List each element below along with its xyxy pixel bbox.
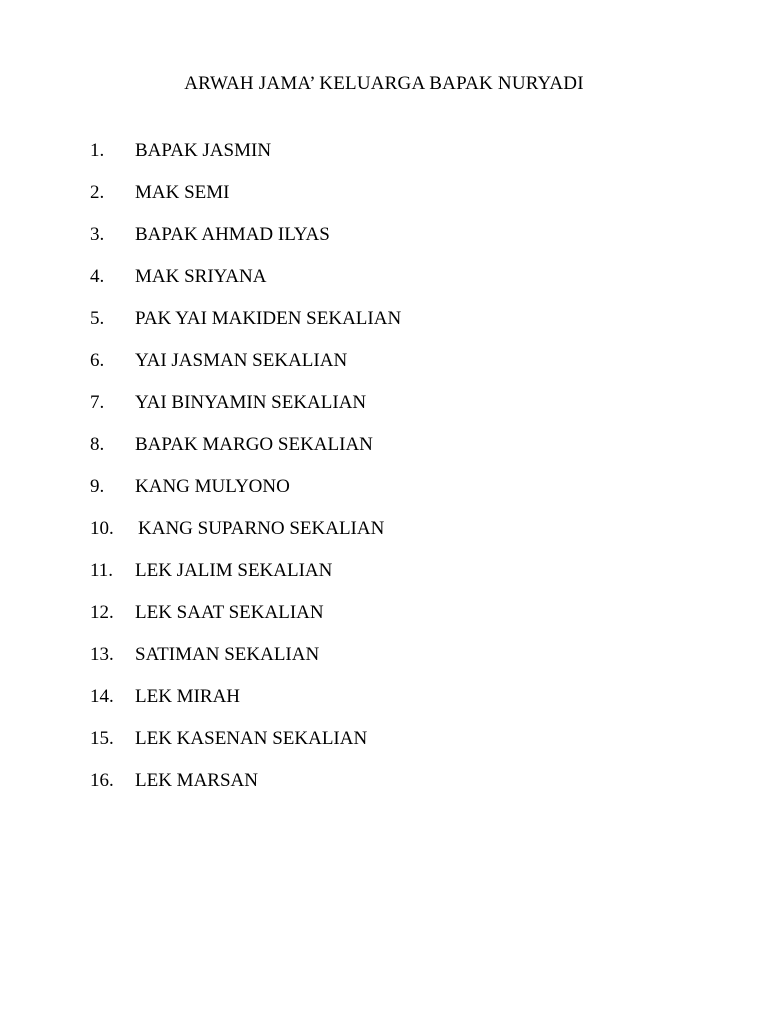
item-name: KANG SUPARNO SEKALIAN: [138, 518, 385, 539]
list-item: [90, 727, 401, 769]
item-number: 11.: [90, 560, 114, 581]
name-list: [90, 139, 401, 811]
item-number: 1.: [90, 140, 105, 161]
list-item: [90, 559, 401, 601]
item-name: PAK YAI MAKIDEN SEKALIAN: [135, 308, 402, 329]
item-number: 10.: [90, 518, 114, 539]
list-item: [90, 265, 401, 307]
item-number: 8.: [90, 434, 105, 455]
item-name: KANG MULYONO: [135, 476, 290, 497]
list-item: [90, 391, 401, 433]
list-item: [90, 433, 401, 475]
item-name: LEK MIRAH: [135, 686, 241, 707]
item-name: BAPAK MARGO SEKALIAN: [135, 434, 373, 455]
item-number: 2.: [90, 182, 105, 203]
item-name: LEK SAAT SEKALIAN: [135, 602, 324, 623]
list-item: [90, 769, 401, 811]
item-number: 13.: [90, 644, 114, 665]
list-item: [90, 517, 401, 559]
item-number: 7.: [90, 392, 105, 413]
item-name: LEK KASENAN SEKALIAN: [135, 728, 368, 749]
item-name: SATIMAN SEKALIAN: [135, 644, 320, 665]
item-number: 3.: [90, 224, 105, 245]
item-name: LEK MARSAN: [135, 770, 258, 791]
list-item: [90, 139, 401, 181]
item-name: MAK SRIYANA: [135, 266, 267, 287]
list-item: [90, 223, 401, 265]
list-item: [90, 601, 401, 643]
list-item: [90, 349, 401, 391]
list-item: [90, 307, 401, 349]
list-item: [90, 685, 401, 727]
list-item: [90, 475, 401, 517]
document-title: ARWAH JAMA’ KELUARGA BAPAK NURYADI: [184, 73, 584, 94]
item-name: MAK SEMI: [135, 182, 230, 203]
item-name: LEK JALIM SEKALIAN: [135, 560, 333, 581]
item-number: 4.: [90, 266, 105, 287]
item-name: YAI JASMAN SEKALIAN: [135, 350, 348, 371]
list-item: [90, 181, 401, 223]
item-name: YAI BINYAMIN SEKALIAN: [135, 392, 367, 413]
item-name: BAPAK JASMIN: [135, 140, 272, 161]
item-number: 14.: [90, 686, 114, 707]
item-number: 12.: [90, 602, 114, 623]
item-number: 16.: [90, 770, 114, 791]
list-item: [90, 643, 401, 685]
item-name: BAPAK AHMAD ILYAS: [135, 224, 330, 245]
item-number: 15.: [90, 728, 114, 749]
item-number: 5.: [90, 308, 105, 329]
item-number: 6.: [90, 350, 105, 371]
item-number: 9.: [90, 476, 105, 497]
